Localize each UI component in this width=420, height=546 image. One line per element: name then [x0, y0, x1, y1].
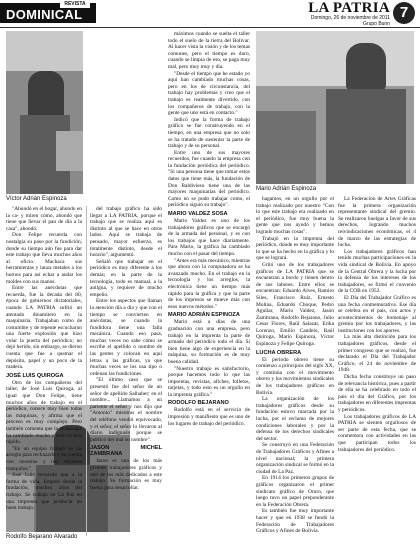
- article-paragraph: Entre uno de sus mayores recuerdos, fue cuando la empresa con la fundación periódica del periódico. "Si una persona tiene que tomar estos datos que tiene más, la fundación de Don Baldivieso tiene una de las mayores maquinarias del periódico. Como no se pudo trabajar como, el periódico siguió su trabajo".: [168, 149, 250, 209]
- article-column-1: [6, 206, 82, 512]
- group-text: Grupo Bunn: [363, 21, 390, 27]
- article-column-5: [338, 196, 416, 540]
- article-paragraph: "En un equipo trabajo se las arregla para rechazarlo y en cuenta con nosotros y nos dejamos tranquilos.": [6, 445, 82, 472]
- article-paragraph: "Ahondó en el bogar, ahondo en la ca- y miren cómo, ahondó que tiene que llevar el pan de día a la casa", ahondó.: [6, 206, 82, 232]
- article-paragraph: El Día del Trabajador Gráfico es una fecha conmemorativa. Ese día se celebra en el país, con actos y acontecimientos de homenaje al gremio por los trabajadores, y las instituciones con los aportes.: [338, 294, 416, 334]
- article-subheading: LUCHA OBRERA: [256, 349, 302, 356]
- article-paragraph: José Luis recuerda que a la forma de vida, Emprés desde la fundación, muchos años del trabajo. Se trabaja en La Paz en una imprenta que producía un buen trabajo.: [6, 472, 82, 512]
- date-line: [270, 15, 390, 27]
- article-paragraph: "Antes era más mecánico, mientras que ahora con la computadora se ha avanzado mucho. En el trabajo en la tecnología y los arreglos, la electrónica tiene un tiempo más rápido para la gráfica y que la parte de los impresos se mueve más con esos nuevos métodos.": [168, 257, 250, 310]
- masthead-rule: [0, 27, 420, 28]
- article-column-4: [256, 196, 334, 540]
- article-paragraph: Otro de los compañeros del taller, de José Luis Quiroga, al igual que Don Felipe, tiene muchos años de trabajo en el periódico, conoce muy bien todas las máquinas, y afirma que el proceso es muy complejo. Pero también comenta que la tecnología ha cambiado mucho y todo es más rápido.: [6, 379, 82, 446]
- date-text: Domingo, 26 de noviembre de 2011: [310, 15, 390, 21]
- article-paragraph: Rodolfo está en el servicio de impresión y manifiesto que es uno de los lugares de trabajo del periódico.: [168, 407, 250, 427]
- masthead: [0, 0, 420, 27]
- article-subheading: MARIO ADRIÁN ESPINOZA: [168, 312, 240, 319]
- page-number: 7: [393, 2, 415, 24]
- article-paragraph: Dicha fecha constituye un paso de relevancia histórica, pues a partir de ella se ha celebrado en todo el país el día del Gráfico, por los trabajadores en diferentes imprentas y periódicos.: [338, 374, 416, 413]
- article-paragraph: "Desde el tiempo que he estado yo aquí han cambiado muchas cosas, pero en los de circunstancia, del trabajo hay problemas y creo que el trabajo es realmente divertido, con los compañeros de trabajo, con la gente que uno está en contacto.": [168, 70, 250, 117]
- article-subheading: RODOLFO BEJARANO: [168, 400, 229, 407]
- photo-worker-left: [6, 31, 83, 194]
- newspaper-name: LA PATRIA: [308, 0, 390, 16]
- article-paragraph: Los trabajadores gráficos de LA PATRIA se sienten orgullosos de ser parte de esta fecha, que se conmemora con actividades en las que participan todos los trabajadores del periódico.: [338, 413, 416, 453]
- article-paragraph: hagamos, en un orgullo por el trabajo realizado por nuestro "Con lo que este trabajo era realizado en el periódico, fue muy buena la gente que nos ayudó y hemos logrado muchas cosas".: [256, 196, 334, 235]
- article-paragraph: Jason es uno de los más jóvenes trabajadores gráficos y uno de los más dedicados a este trabajo. Su formación es muy buena para desarrollar.: [90, 458, 162, 491]
- photo-worker-right: [256, 31, 414, 184]
- article-column-2: [90, 206, 162, 540]
- article-subheading: JASON MICHEL ZAMBRANA: [90, 445, 162, 458]
- article-paragraph: Señaló que trabajar en el periódico es muy diferente a los demás; en la parte de la tecnología, todo es manual, a la antigua, y requiere de mucho empeño.: [90, 258, 162, 298]
- article-column-3: [168, 31, 250, 540]
- article-paragraph: Mario está a días de una graduación con una empresa, pero trabajó en la imprenta la parte de armado del periódico todo el día. Si bien tiene algo de experiencia en la máquina, su formación es de muy buena calidad.: [168, 319, 250, 365]
- section-title: DOMINICAL: [6, 7, 83, 22]
- caption-bottom-photo: Rodolfo Bejarano Alvarado: [6, 534, 78, 540]
- article-paragraph: Mario Valdez es uno de los trabajadores gráficos que se encargó de la armada del personal, y es con los trabajos que hace diariamente. Para Mario, la gráfica ha cambiado mucho con el pasar del tiempo.: [168, 218, 250, 257]
- article-paragraph: Se construyó en una Federación de Trabajadores Gráficos y Afines a nivel nacional; la primera organización sindical se formó en la ciudad de La Paz.: [256, 442, 334, 475]
- caption-left-photo: Víctor Adrián Espinoza: [6, 196, 67, 202]
- article-paragraph: "El último caso que se presentó fue del señor de un señor de apellido Salhaber; en el nombre... Llamamos a un pariente el señor y nos dijo que "Antonio" mientras el nombre del teléfono vendió equivocado, y el señor, el señor lo llevaron al diario indignado porque se publicó del mal su nombre".: [90, 377, 162, 443]
- article-paragraph: Gritó uno de los trabajadores gráficos de LA PATRIA que se encuentran a bordo y tienen dentro de sus labores. Entre ellos se encuentran: Eduardo Alves, Ramiro Siles, Francisco Ruiz, Ernesto Molina, Eduardo Choque, Pedro Aguilar, Mario Valdez, Jason Zambrana, Rodolfo Bejarano, Julio Cesar Flores, Raúl Salazar, Erika Lorenzo, Emilio Candelo, Raúl Quiroga, Mario Espinoza, Víctor Espinoza y Felipe Quiroga.: [256, 261, 334, 348]
- section-small-label: REVISTA: [60, 1, 90, 8]
- article-paragraph: Don Felipe recuerda con nostalgia su paso por la fundición, donde su tiempo aún fue para dar este trabajo que lleva muchos años al oficio. Machaca sus herramientas y lanza metales a los hornos para así echar a andar los moldes con sus manos.: [6, 232, 82, 285]
- article-paragraph: La Federación de Artes Gráficas fue la primera organización representante sindical del gremio. Se realizaron huelgas a favor de sus derechos, logrando muchos reivindicaciones económicas, el 4 de marzo de las estrategias de lucha.: [338, 196, 416, 249]
- article-paragraph: Los trabajadores gráficos han tenido muchas participaciones en la vida sindical de Bolivia. En apoyo de la Central Obrera y la lucha por la defensa de los intereses de los trabajadores, se firmó el convenio de la COB en 1952.: [338, 248, 416, 295]
- article-paragraph: Es también fue muy importante hacer y que en 1938 se fundó la Federación de Trabajadores Gráficos y Afines de Bolivia.: [256, 508, 334, 535]
- article-paragraph: La organización de los trabajadores gráficos desde su fundación estuvo marcada por la lucha, por el reclamo de mejores condiciones laborales y por la defensa de los derechos sindicales del sector.: [256, 396, 334, 442]
- article-paragraph: Entre los aspectos que llaman la atención día a día y que con el tiempo se convierten en anécdotas, se cuando la fundidora tiene una falla mecánica. Cuando eso pasa, muchas veces no sabe cómo se escribe el apellido o nombre de las gentes y colocan en aquí letras a las gráficas, ya que muchas veces se los usa tipo o ordenan las fundiciones.: [90, 298, 162, 377]
- article-paragraph: del trabajo gráfico ha sido llegar a LA PATRIA, porque el trabajo que se realiza aquí es distinto al que se hace en otros lados. Aquí se trabaja de pensado, mayor esfuerzo, es totalmente distinto, desde el horario", argumentó.: [90, 206, 162, 259]
- article-paragraph: Trabajó en la imprenta del periódico, donde es muy importante lo que se ha hecho en la gráfica y lo que se logrará.: [256, 235, 334, 262]
- article-paragraph: "Nuestro trabajo es satisfactorio, porque hacemos todo lo que las imprentas, revistas, afiches, folletos, tarjetas, y todo esto es un orgullo en la imprenta gráfica.": [168, 365, 250, 398]
- article-paragraph: El periodo obrero tiene su comienzo a principios del siglo XX, y continúa con el movimiento obrero y los movimientos sindicales de los trabajadores gráficos en Bolivia.: [256, 356, 334, 396]
- article-paragraph: En 1914 los primeros grupos de gráficos organizaron el primer sindicato gráfico de Oruro, que luego tuvo un papel preponderante en la Federación Obrera.: [256, 475, 334, 508]
- article-paragraph: La más alta distinción para los trabajadores gráficos, desde el primer congreso que se realizó, fue declarado el Día del Trabajador Gráfico, el 24 de noviembre de 1948.: [338, 334, 416, 374]
- column-divider: [86, 206, 87, 536]
- article-subheading: MARIO VALDEZ SOSA: [168, 211, 228, 218]
- article-paragraph: Entre las anécdotas que recuerda, fue la década del 80, época de gobiernos dictatoriales, cuando LA PATRIA sufrió un atentado dinamitero en la maquinaria. Trabajaban como de costumbre y de repente escucharon una fuerte explosión que hizo volar la puerta del periódico; no dejó herido, sin embargo, se dieron cuenta que fue a quemar el depósito, papel y un poco de la madera.: [6, 285, 82, 371]
- article-paragraph: máximos cuando se suelta el taller todo el suelo de la tierra del Bolívar. Al hacer vista la visión y de los temas comunes, pero el tiempo es duro, cuando se limpia de eso, se paga muy mal, pero muy muy y día.: [168, 31, 250, 70]
- article-subheading: JOSÉ LUIS QUIROGA: [6, 372, 64, 379]
- caption-right-photo: Mario Adrián Espinoza: [256, 186, 317, 192]
- article-paragraph: Indicó que la forma de trabajo gráfico se fue construyendo en el tiempo, en una empresa que no solo se ha tratado de sustentar la parte de trabajo y de su personal.: [168, 116, 250, 150]
